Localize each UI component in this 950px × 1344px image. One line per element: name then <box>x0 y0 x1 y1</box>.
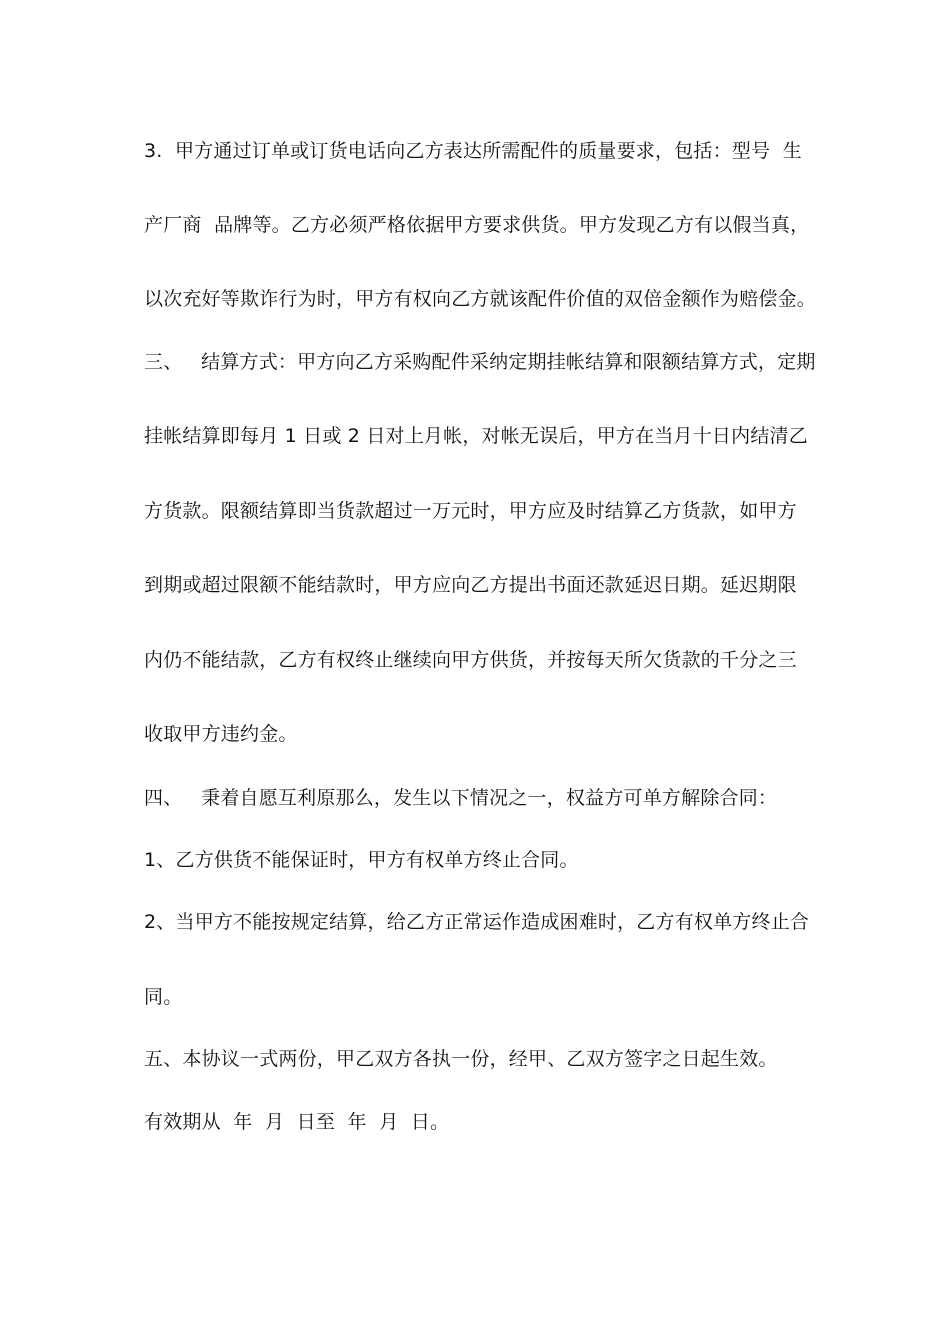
section-5-line-1: 五、本协议一式两份，甲乙双方各执一份，经甲、乙双方签字之日起生效。 <box>144 1048 778 1070</box>
section-4-item-2-line-1: 2、当甲方不能按规定结算，给乙方正常运作造成困难时，乙方有权单方终止合 <box>144 911 810 933</box>
section-3-line-6: 收取甲方违约金。 <box>144 723 298 745</box>
section-3-line-3: 方货款。限额结算即当货款超过一万元时，甲方应及时结算乙方货款，如甲方 <box>144 500 797 522</box>
section-4-item-1: 1、乙方供货不能保证时，甲方有权单方终止合同。 <box>144 849 579 871</box>
clause-3-line-3: 以次充好等欺诈行为时，甲方有权向乙方就该配件价值的双倍金额作为赔偿金。 <box>144 288 817 310</box>
section-4-line-1: 四、 秉着自愿互利原那么，发生以下情况之一，权益方可单方解除合同： <box>144 787 778 809</box>
section-4-item-2-line-2: 同。 <box>144 986 183 1008</box>
clause-3-line-1: 3. 甲方通过订单或订货电话向乙方表达所需配件的质量要求，包括：型号 生 <box>144 140 802 162</box>
clause-3-line-2: 产厂商 品牌等。乙方必须严格依据甲方要求供货。甲方发现乙方有以假当真， <box>144 214 810 236</box>
section-3-line-1: 三、 结算方式：甲方向乙方采购配件采纳定期挂帐结算和限额结算方式，定期 <box>144 351 816 373</box>
validity-period-line: 有效期从 年 月 日至 年 月 日。 <box>144 1111 450 1133</box>
section-3-line-4: 到期或超过限额不能结款时，甲方应向乙方提出书面还款延迟日期。延迟期限 <box>144 574 797 596</box>
section-3-line-2: 挂帐结算即每月 1 日或 2 日对上月帐，对帐无误后，甲方在当月十日内结清乙 <box>144 425 808 447</box>
section-3-line-5: 内仍不能结款，乙方有权终止继续向甲方供货，并按每天所欠货款的千分之三 <box>144 649 797 671</box>
